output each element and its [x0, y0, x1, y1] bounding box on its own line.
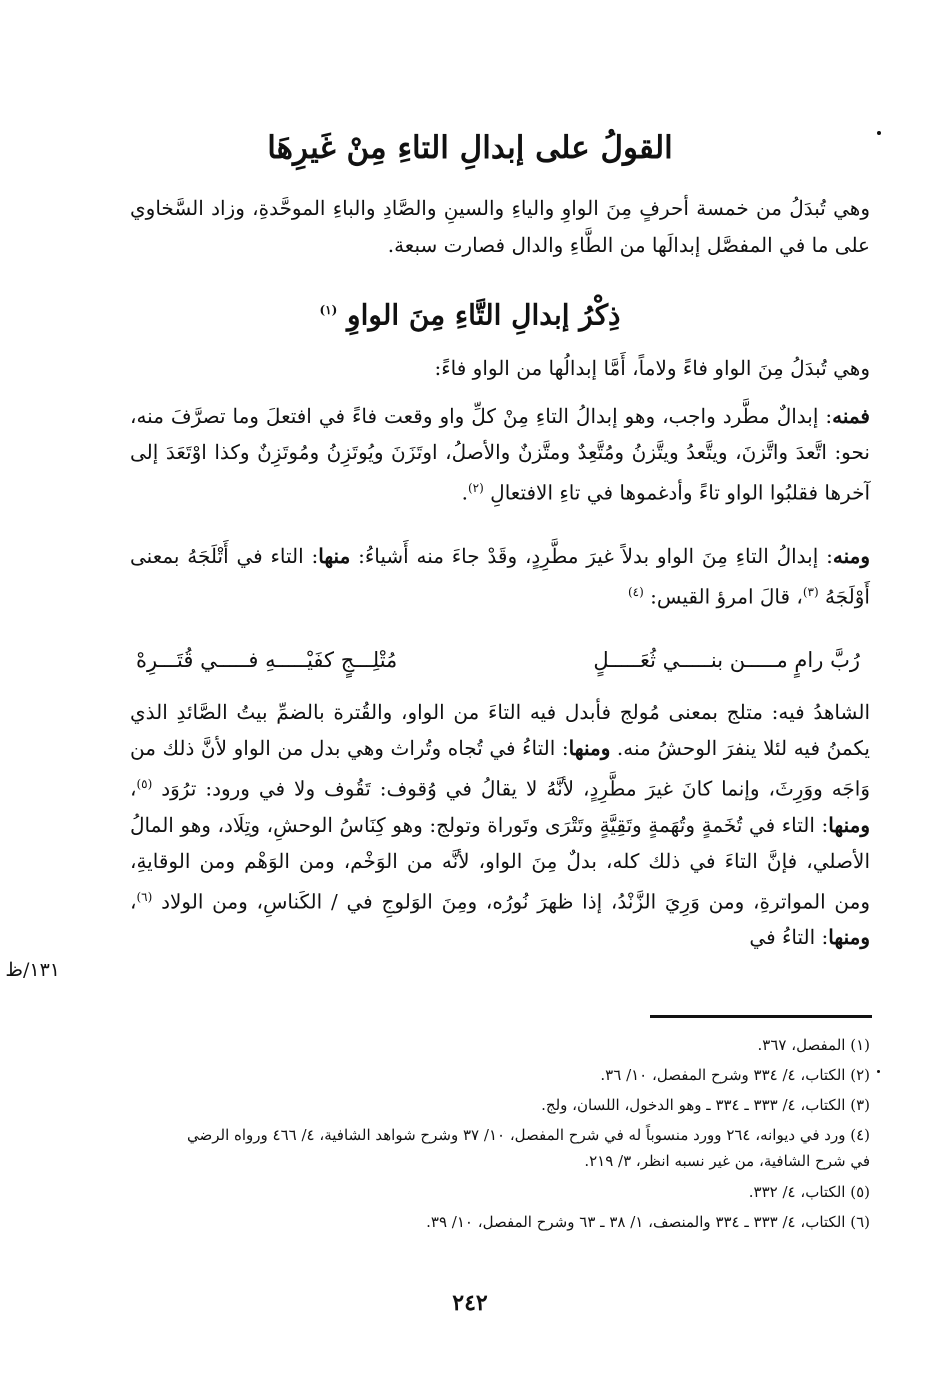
- footnote-5: (٥) الكتاب، ٤/ ٣٣٢.: [748, 1183, 870, 1201]
- paragraph-4-text-g: ،: [130, 889, 137, 914]
- paragraph-4-text-i: : التاءُ في: [749, 925, 829, 950]
- section-heading-text: ذِكْرُ إبدالِ التَّاءِ مِنَ الواوِ: [347, 298, 621, 332]
- verse-second-hemistich: مُتْلِـــجٍ كفَيْـــــهِ فـــــي قُتَـــرِهْ: [136, 648, 398, 672]
- paragraph-1: وهي تُبدَلُ مِنَ الواو فاءً ولاماً، أَمَّا إبدالُها من الواو فاءً:: [434, 356, 870, 380]
- paragraph-2: [130, 398, 870, 511]
- paragraph-3-lead: ومنه: [832, 544, 870, 568]
- intro-paragraph: وهي تُبدَلُ من خمسة أحرفٍ مِنَ الواوِ والياءِ والسينِ والصَّادِ والباءِ الموحَّدةِ، وزاد السَّخاوي على ما في المفصَّل إبدالَها من الطَّاءِ والدال فصارت سبعة.: [130, 196, 870, 257]
- section-heading: [150, 290, 790, 335]
- paragraph-3: [130, 538, 870, 615]
- footnotes: [170, 1030, 870, 1237]
- ink-speck: [877, 131, 881, 135]
- footnote-divider: [650, 1015, 872, 1018]
- paragraph-4-text-c: : التاءُ في تُجاه وتُراث وهي بدل من الواو لأنَّ ذلك من وَاجَه ووَرِثَ، وإنما كانَ غيرَ مطَّرِدٍ، لأنَّهُ لا يقالُ في وُقوف: تَقُوف ولا في ورود: ترُوَد: [130, 736, 870, 801]
- footnote-ref-5[interactable]: (٥): [136, 777, 153, 791]
- paragraph-4-text-f: : التاء في تُخَمةٍ وتُهَمةٍ وتَقِيَّةٍ وتَتْرَى وتَوراة وتولج: وهو كِنَاسُ الوحشِ، وتِلَاد، وهو المالُ الأصلي، فإنَّ التاءَ في ذلك كله، بدلٌ مِنَ الواو، لأنَّه من الوَخْم، ومن الوَهْم ومن الوقايةِ، ومن المواترةِ، ومن وَرِيَ الزَّنْدُ، إذا ظهرَ نُورُه، ومِنَ الوَلوجِ في / الكَناسِ، ومن الولاد: [130, 812, 871, 914]
- paragraph-4: [130, 694, 870, 955]
- paragraph-4-text-a: الشاهدُ فيه: متلج بمعنى مُولج فأبدل فيه التاءَ من الواو، والقُترة بالضمِّ بيتُ الصَّائدِ الذي يكمنُ فيه لئلا ينفرَ الوحشُ منه.: [130, 700, 870, 760]
- paragraph-2-end: .: [461, 480, 468, 505]
- chapter-heading: القولُ على إبدالِ التاءِ مِنْ غَيرِهَا: [267, 130, 673, 166]
- verse-first-hemistich: رُبَّ رامٍ مـــــن بنـــــي ثُعَـــــلٍ: [593, 648, 860, 672]
- page-number: ٢٤٢: [452, 1290, 488, 1316]
- footnote-ref-2[interactable]: (٢): [467, 481, 484, 495]
- footnote-ref-6[interactable]: (٦): [136, 889, 153, 904]
- paragraph-3-minha: منها: [318, 544, 351, 568]
- paragraph-4-minha-1: ومنها: [568, 736, 611, 760]
- paragraph-3-text-c: : التاء في أَتْلَجَهُ بمعنى أَوْلَجَهُ: [130, 544, 870, 609]
- manuscript-folio-marker: ١٣١/ظ: [5, 959, 60, 981]
- footnote-ref-1[interactable]: (١): [319, 303, 338, 317]
- footnote-6: (٦) الكتاب، ٤/ ٣٣٣ ـ ٣٣٤ والمنصف، ١/ ٣٨ ـ ٦٣ وشرح المفصل، ١٠/ ٣٩.: [426, 1213, 870, 1231]
- footnote-ref-3[interactable]: (٣): [802, 585, 819, 599]
- paragraph-2-lead: فمنه: [832, 404, 870, 428]
- paragraph-4-text-d: ،: [130, 776, 137, 801]
- paragraph-2-text: : إبدالٌ مطَّرد واجب، وهو إبدالُ التاءِ مِنْ كلِّ واو وقعت فاءً في افتعلَ وما تصرَّفَ منه، نحو: اتَّعدَ واتَّزنَ، ويتَّعدُ ويتَّزنُ ومُتَّعِدٌ ومتَّزنٌ والأصلُ، اوتَزَنَ ويُوتَزِنُ ومُوتَزِنٌ وكذا اوْتَعَدَ إلى آخرها فقلبُوا الواو تاءً وأدغموها في تاءِ الافتعالِ: [130, 404, 870, 505]
- footnote-ref-4[interactable]: (٤): [627, 585, 644, 599]
- footnote-3: (٣) الكتاب، ٤/ ٣٣٣ ـ ٣٣٤ ـ وهو الدخول، اللسان، ولج.: [541, 1096, 870, 1114]
- paragraph-4-minha-2: ومنها: [828, 812, 870, 837]
- footnote-1: (١) المفصل، ٣٦٧.: [757, 1036, 870, 1054]
- footnote-4: (٤) ورد في ديوانه، ٢٦٤ وورد منسوباً له في شرح المفصل، ١٠/ ٣٧ وشرح شواهد الشافية، ٤/ ٤٦٦ ورواه الرضي في شرح الشافية، من غير نسبه انظر، ٣/ ٢١٩.: [186, 1126, 870, 1170]
- ink-speck: [877, 1070, 880, 1073]
- paragraph-3-text-d: ، قالَ امرؤ القيس:: [643, 584, 803, 609]
- paragraph-3-text-a: : إبدالُ التاءِ مِنَ الواو بدلاً غيرَ مطَّرِدٍ، وقَدْ جاءَ منه أَشياءُ:: [350, 544, 833, 568]
- poetry-verse: [130, 642, 870, 678]
- footnote-2: (٢) الكتاب، ٤/ ٣٣٤ وشرح المفصل، ١٠/ ٣٦.: [600, 1066, 870, 1084]
- paragraph-4-minha-3: ومنها: [828, 925, 870, 950]
